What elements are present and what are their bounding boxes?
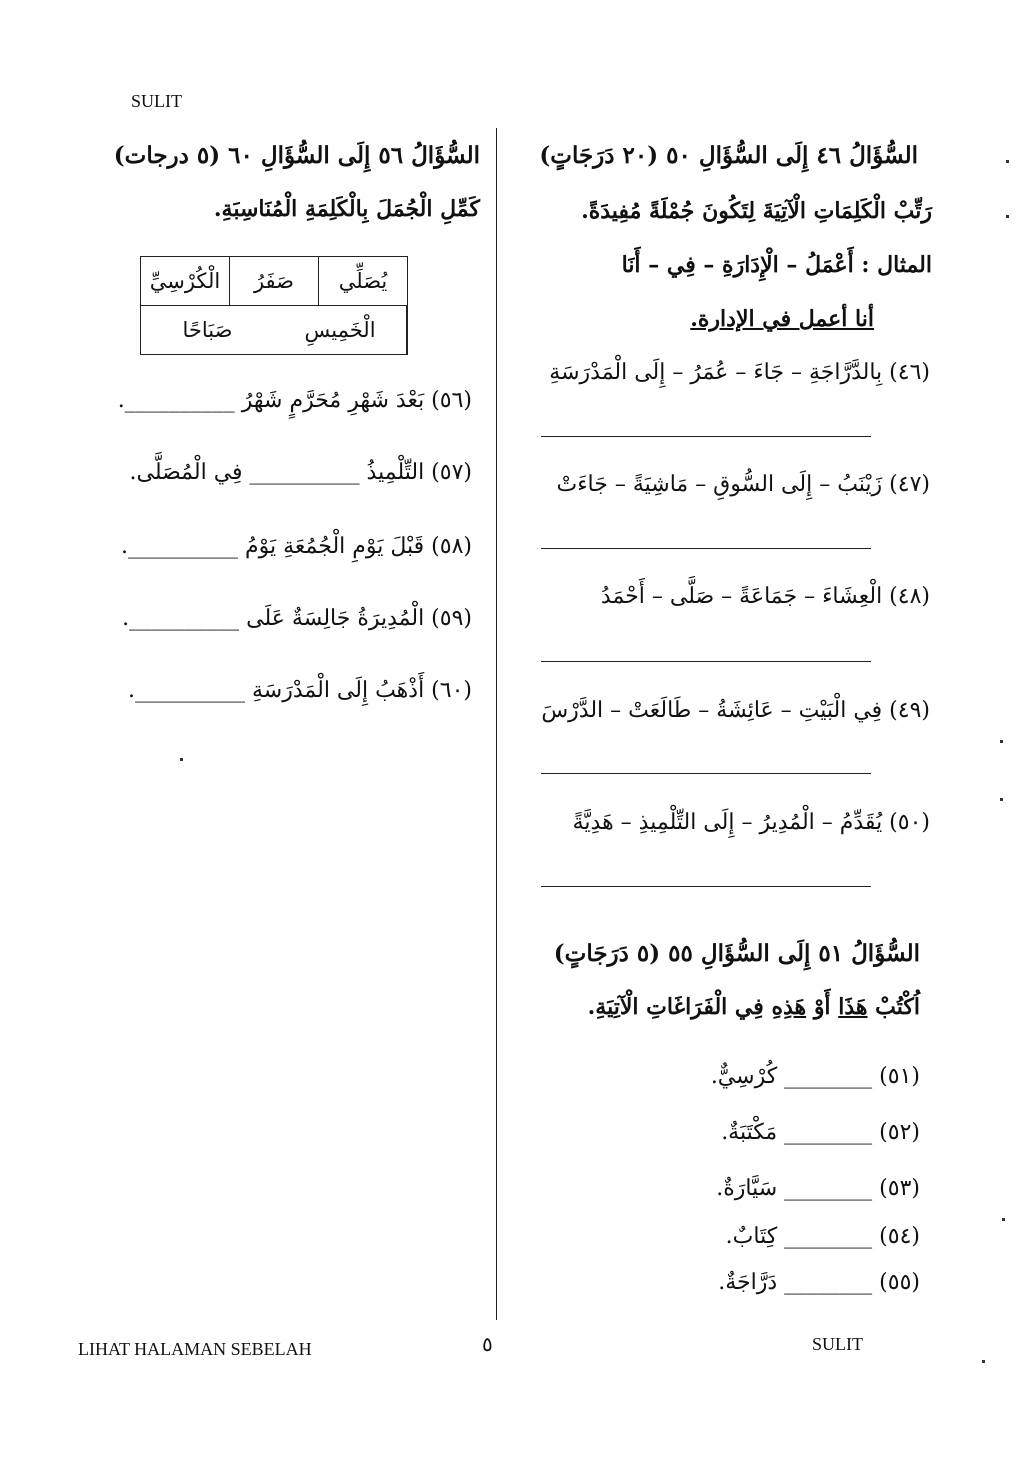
question-60: (٦٠) أَذْهَبُ إِلَى الْمَدْرَسَةِ __________. (128, 678, 472, 703)
footer-continue-label: LIHAT HALAMAN SEBELAH (78, 1339, 312, 1359)
instruction-write: اُكْتُبْ (875, 994, 920, 1020)
word-bank-cell: الْخَمِيسِ (274, 306, 407, 354)
question-49: (٤٩) فِي الْبَيْتِ – عَائِشَةُ – طَالَعَتْ – الدَّرْسَ (541, 698, 930, 723)
instruction-or: أَوْ (813, 994, 831, 1020)
scan-speck (1000, 798, 1003, 801)
instruction-word-hadha: هَذَا (838, 994, 868, 1020)
question-46: (٤٦) بِالدَّرَّاجَةِ – جَاءَ – عُمَرُ – إِلَى الْمَدْرَسَةِ (549, 360, 930, 385)
question-54: (٥٤) ________ كِتَابٌ. (725, 1224, 920, 1249)
word-bank-cell: صَبَاحًا (182, 318, 233, 342)
word-bank-row2 (141, 306, 407, 354)
word-bank-row (141, 257, 408, 306)
answer-line-48[interactable] (541, 661, 871, 662)
word-bank-cell: صَفَرُ (230, 257, 319, 306)
question-52: (٥٢) ________ مَكْتَبَةٌ. (721, 1120, 920, 1145)
question-56: (٥٦) بَعْدَ شَهْرِ مُحَرَّمٍ شَهْرُ __________. (117, 388, 472, 413)
scan-speck (1000, 740, 1003, 743)
section-a-instruction: رَتِّبْ الْكَلِمَاتِ الْآتِيَةَ لِتَكُونَ جُمْلَةً مُفِيدَةً. (581, 198, 932, 224)
question-50: (٥٠) يُقَدِّمُ – الْمُدِيرُ – إِلَى التِّلْمِيذِ – هَدِيَّةً (572, 810, 930, 835)
answer-line-46[interactable] (541, 436, 871, 437)
question-51: (٥١) ________ كُرْسِيٌّ. (710, 1064, 920, 1089)
question-55: (٥٥) ________ دَرَّاجَةٌ. (718, 1270, 920, 1295)
column-divider (496, 128, 497, 1320)
section-a-example-answer: أنا أعمل في الإدارة. (690, 306, 874, 332)
scan-speck (180, 758, 183, 761)
word-bank-table (140, 256, 408, 355)
question-53: (٥٣) ________ سَيَّارَةٌ. (716, 1176, 920, 1201)
answer-line-50[interactable] (541, 886, 871, 887)
question-48: (٤٨) الْعِشَاءَ – جَمَاعَةً – صَلَّى – أَحْمَدُ (600, 584, 930, 609)
scan-speck (982, 1360, 985, 1363)
scan-speck (1006, 215, 1009, 218)
section-c-title: السُّؤَالُ ٥٦ إِلَى السُّؤَالِ ٦٠ (٥ درجات) (113, 142, 480, 169)
scan-speck (1006, 160, 1009, 163)
word-bank-cell: الْكُرْسِيِّ (141, 257, 230, 306)
footer-sulit: SULIT (812, 1334, 863, 1354)
word-bank-row (141, 306, 408, 355)
answer-line-49[interactable] (541, 773, 871, 774)
header-sulit: SULIT (131, 91, 182, 111)
question-58: (٥٨) قَبْلَ يَوْمِ الْجُمُعَةِ يَوْمُ __________. (121, 534, 472, 559)
section-b-instruction (588, 994, 920, 1020)
instruction-word-hadhihi: هَذِهِ (771, 994, 807, 1020)
answer-line-47[interactable] (541, 548, 871, 549)
word-bank-cell: يُصَلِّي (319, 257, 408, 306)
section-b-title: السُّؤَالُ ٥١ إِلَى السُّؤَالِ ٥٥ (٥ دَرَجَاتٍ) (553, 940, 920, 967)
question-59: (٥٩) الْمُدِيرَةُ جَالِسَةٌ عَلَى __________. (122, 606, 472, 631)
section-a-example: المثال : أَعْمَلُ – الْإِدَارَةِ – فِي – أَنَا (621, 252, 932, 278)
question-47: (٤٧) زَيْنَبُ – إِلَى السُّوقِ – مَاشِيَةً – جَاءَتْ (556, 472, 930, 497)
scan-speck (1002, 1218, 1005, 1221)
instruction-rest: فِي الْفَرَاغَاتِ الْآتِيَةِ. (587, 994, 764, 1020)
word-bank-row2-wrap (141, 306, 408, 355)
section-a-title: السُّؤَالُ ٤٦ إِلَى السُّؤَالِ ٥٠ (٢٠ دَرَجَاتٍ) (539, 142, 918, 169)
page-number: ٥ (482, 1332, 493, 1356)
question-57: (٥٧) التِّلْمِيذُ __________ فِي الْمُصَلَّى. (129, 460, 472, 485)
section-c-instruction: كَمِّلِ الْجُمَلَ بِالْكَلِمَةِ الْمُنَاسِبَةِ. (213, 196, 480, 222)
